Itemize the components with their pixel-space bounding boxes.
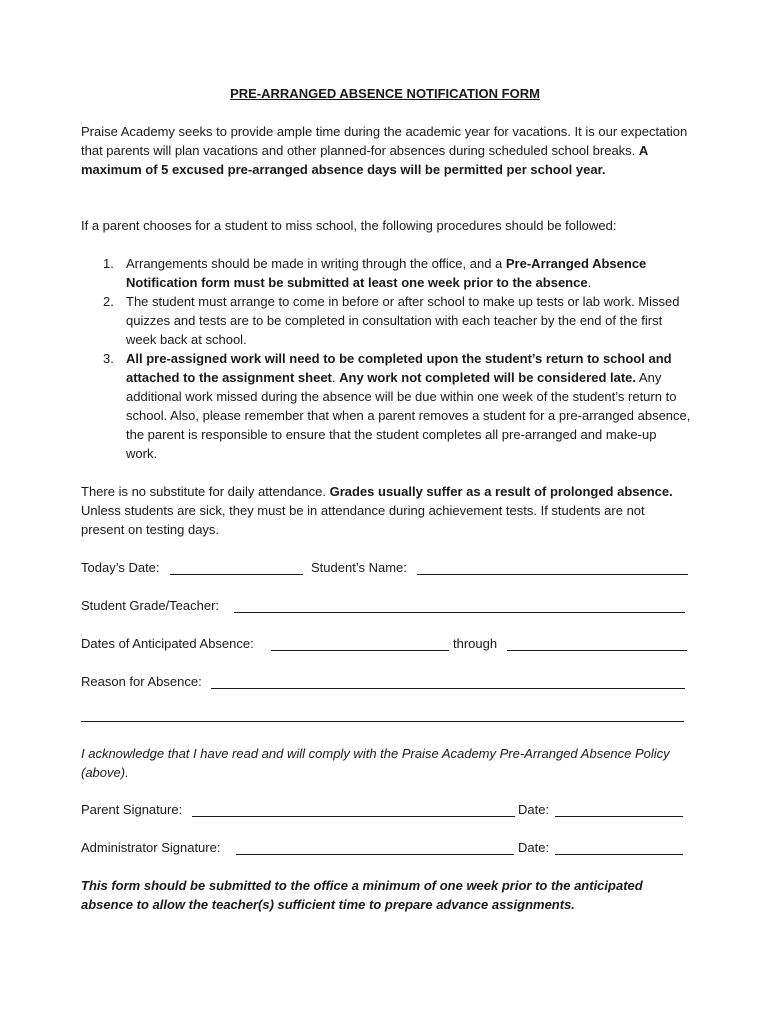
absence-end-date-field[interactable]	[507, 650, 687, 651]
grade-teacher-label: Student Grade/Teacher:	[81, 598, 220, 613]
procedures-lead: If a parent chooses for a student to miss school, the following procedures should be followed:	[81, 218, 617, 233]
list-item	[81, 292, 691, 349]
admin-date-field[interactable]	[555, 854, 683, 855]
students-name-field[interactable]	[417, 574, 688, 575]
list-item-number: 1.	[103, 256, 114, 271]
reason-label: Reason for Absence:	[81, 674, 202, 689]
list-item-text: Any additional work missed during the absence will be due within one week of the student’s return to school. Also, please remember that when a parent removes a student for a pre-arranged absence, the parent is responsible to ensure that the student completes all pre-arranged and make-up work.	[126, 370, 691, 461]
parent-date-field[interactable]	[555, 816, 683, 817]
list-item-number: 2.	[103, 294, 114, 309]
list-item	[81, 254, 691, 292]
list-item-text: The student must arrange to come in before or after school to make up tests or lab work. Missed quizzes and tests are to be completed in consultation with each teacher by the end of the first week back at school.	[126, 294, 680, 347]
acknowledgement-text: I acknowledge that I have read and will comply with the Praise Academy Pre-Arranged Absence Policy (above).	[81, 746, 670, 780]
anticipated-absence-label: Dates of Anticipated Absence:	[81, 636, 254, 651]
grade-teacher-field[interactable]	[234, 612, 685, 613]
parent-signature-field[interactable]	[192, 816, 515, 817]
footer-note: This form should be submitted to the office a minimum of one week prior to the anticipated absence to allow the teacher(s) sufficient time to prepare advance assignments.	[81, 878, 643, 912]
through-label: through	[453, 636, 498, 651]
reason-field-continued[interactable]	[81, 721, 684, 722]
list-item	[81, 349, 691, 463]
list-item-bold-text: Pre-Arranged Absence Notification form must be submitted at least one week prior to the absence	[126, 256, 647, 290]
todays-date-label: Today’s Date:	[81, 560, 160, 575]
attendance-paragraph	[81, 482, 691, 539]
reason-field[interactable]	[211, 688, 685, 689]
attendance-text: There is no substitute for daily attendance.	[81, 484, 330, 499]
list-item-bold-text: Any work not completed will be considered late.	[339, 370, 637, 385]
intro-text: Praise Academy seeks to provide ample time during the academic year for vacations. It is our expectation that parents will plan vacations and other planned-for absences during scheduled school breaks.	[81, 124, 688, 158]
procedures-list	[81, 254, 691, 463]
list-item-text: Arrangements should be made in writing through the office, and a	[126, 256, 506, 271]
form-title: PRE-ARRANGED ABSENCE NOTIFICATION FORM	[230, 86, 540, 101]
students-name-label: Student’s Name:	[311, 560, 407, 575]
admin-date-label: Date:	[518, 840, 550, 855]
attendance-bold-text: Grades usually suffer as a result of prolonged absence.	[329, 484, 673, 499]
parent-date-label: Date:	[518, 802, 550, 817]
todays-date-field[interactable]	[170, 574, 303, 575]
absence-start-date-field[interactable]	[271, 650, 449, 651]
list-item-number: 3.	[103, 351, 114, 366]
parent-signature-label: Parent Signature:	[81, 802, 183, 817]
admin-signature-label: Administrator Signature:	[81, 840, 221, 855]
list-item-text: .	[587, 275, 592, 290]
intro-paragraph	[81, 122, 691, 179]
intro-bold-text: A maximum of 5 excused pre-arranged absence days will be permitted per school year.	[81, 143, 648, 177]
attendance-text: Unless students are sick, they must be in attendance during achievement tests. If students are not present on testing days.	[81, 503, 645, 537]
admin-signature-field[interactable]	[236, 854, 514, 855]
list-item-text: .	[331, 370, 340, 385]
list-item-bold-text: All pre-assigned work will need to be completed upon the student’s return to school and attached to the assignment sheet	[126, 351, 672, 385]
